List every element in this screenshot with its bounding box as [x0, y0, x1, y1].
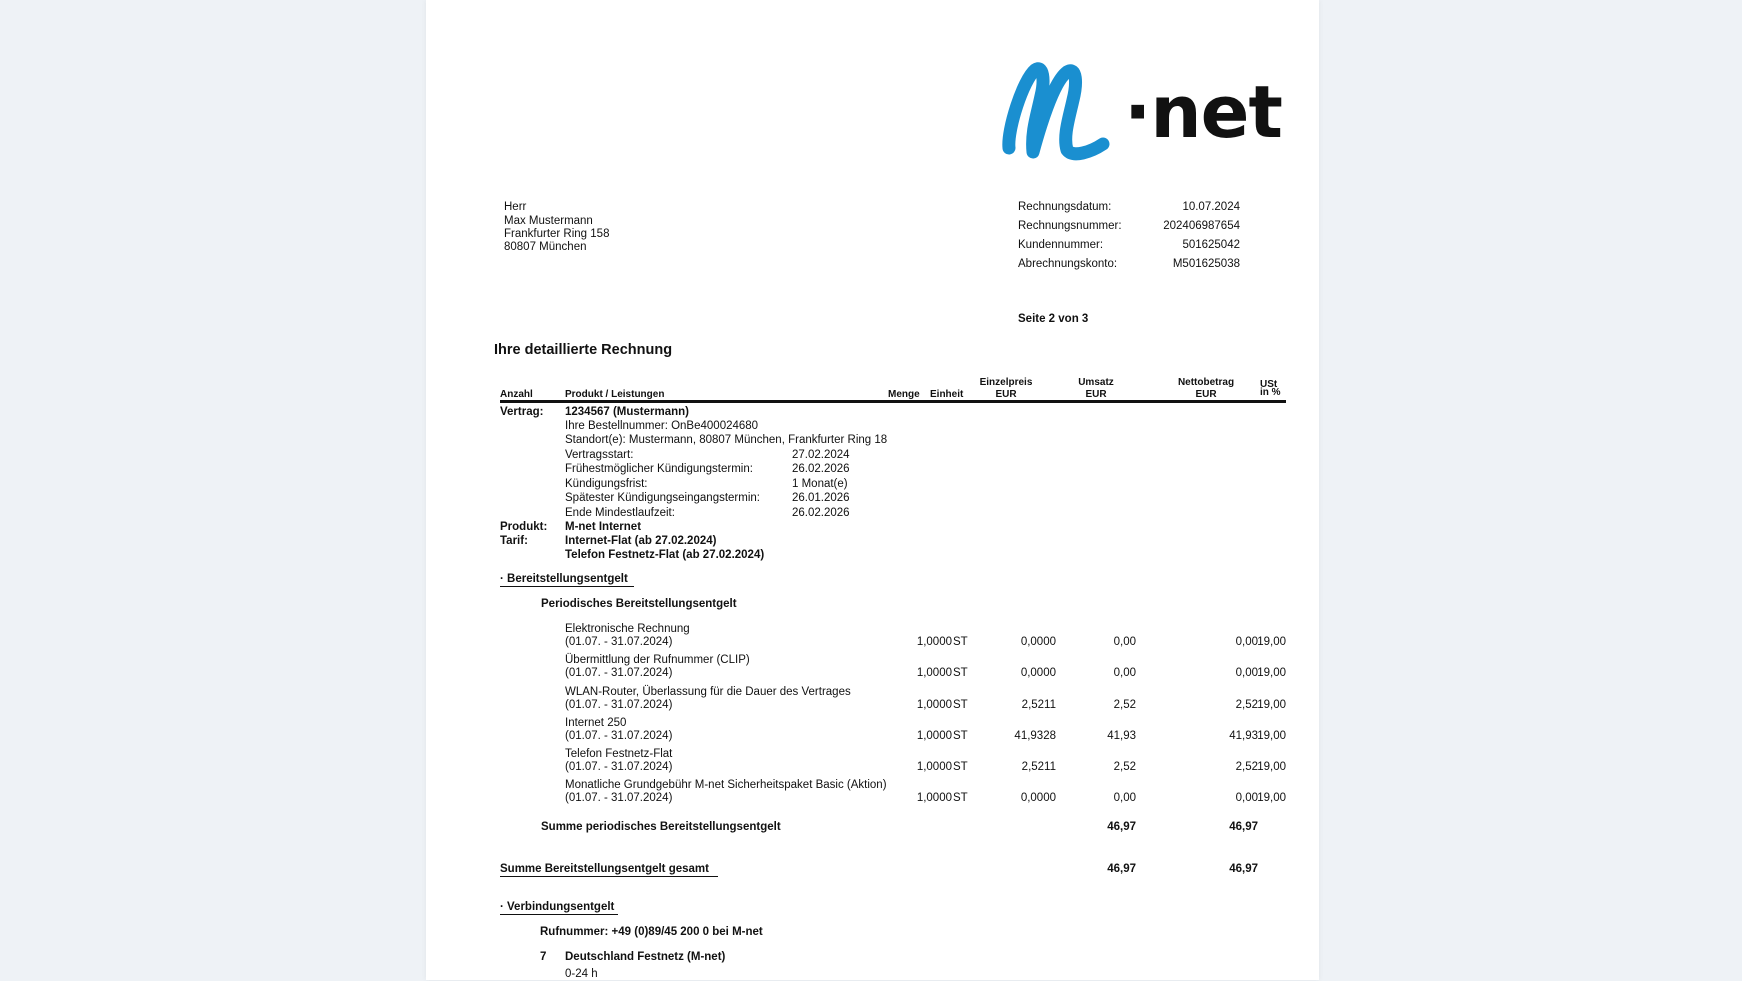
item-umsatz: 0,00: [1113, 636, 1136, 648]
item-einheit: ST: [953, 699, 968, 711]
contract-detail-value: 26.01.2026: [792, 492, 850, 504]
item-name: Elektronische Rechnung: [565, 623, 690, 635]
meta-label-customer-number: Kundennummer:: [1018, 239, 1104, 251]
col-header-netto-unit: EUR: [1195, 389, 1217, 400]
item-period: (01.07. - 31.07.2024): [565, 761, 673, 773]
item-netto: 0,00: [1235, 667, 1258, 679]
contract-detail-value: 26.02.2026: [792, 507, 850, 519]
item-einheit: ST: [953, 730, 968, 742]
meta-label-date: Rechnungsdatum:: [1018, 201, 1112, 213]
item-name: Monatliche Grundgebühr M-net Sicherheitspaket Basic (Aktion): [565, 779, 887, 791]
meta-label-account: Abrechnungskonto:: [1018, 258, 1118, 270]
item-umsatz: 0,00: [1113, 792, 1136, 804]
item-netto: 2,52: [1235, 761, 1258, 773]
contract-label: Vertrag:: [500, 406, 544, 418]
contract-detail-value: 27.02.2024: [792, 449, 850, 461]
item-period: (01.07. - 31.07.2024): [565, 699, 673, 711]
contract-detail-label: Vertragsstart:: [565, 449, 634, 461]
item-einzelpreis: 41,9328: [1014, 730, 1056, 742]
item-menge: 1,0000: [916, 667, 952, 679]
item-menge: 1,0000: [916, 792, 952, 804]
item-einheit: ST: [953, 667, 968, 679]
invoice-page: [426, 0, 1319, 980]
item-einheit: ST: [953, 792, 968, 804]
col-header-umsatz-unit: EUR: [1085, 389, 1107, 400]
item-netto: 0,00: [1235, 636, 1258, 648]
contract-detail-value: 1 Monat(e): [792, 478, 848, 490]
section-underline: [500, 914, 618, 915]
item-umsatz: 2,52: [1113, 761, 1136, 773]
item-name: Telefon Festnetz-Flat: [565, 748, 673, 760]
contract-title: 1234567 (Mustermann): [565, 406, 689, 418]
col-header-einzelpreis-unit: EUR: [995, 389, 1017, 400]
page-indicator: Seite 2 von 3: [1018, 313, 1089, 325]
sum-total-underline: [500, 876, 718, 877]
section-title-bereitstellung: · Bereitstellungsentgelt: [500, 573, 628, 585]
item-einzelpreis: 2,5211: [1021, 761, 1056, 773]
col-header-umsatz: Umsatz: [1078, 377, 1114, 388]
item-netto: 41,93: [1229, 730, 1258, 742]
item-ust: 19,00: [1257, 636, 1286, 648]
logo-wordmark: ·net: [1124, 70, 1282, 154]
col-header-anzahl: Anzahl: [500, 389, 533, 400]
mnet-logo: [1001, 60, 1282, 165]
item-netto: 2,52: [1235, 699, 1258, 711]
item-einheit: ST: [953, 761, 968, 773]
recipient-city: 80807 München: [504, 241, 587, 253]
sum-total-umsatz: 46,97: [1107, 863, 1136, 875]
item-ust: 19,00: [1257, 699, 1286, 711]
contract-detail-label: Spätester Kündigungseingangstermin:: [565, 492, 760, 504]
item-period: (01.07. - 31.07.2024): [565, 730, 673, 742]
item-menge: 1,0000: [916, 636, 952, 648]
sum-total-label: Summe Bereitstellungsentgelt gesamt: [500, 863, 709, 875]
section-title-verbindung: · Verbindungsentgelt: [500, 901, 615, 913]
item-einzelpreis: 2,5211: [1021, 699, 1056, 711]
meta-value-date: 10.07.2024: [1182, 201, 1240, 213]
page-title: Ihre detaillierte Rechnung: [494, 342, 673, 358]
rufnummer-line: Rufnummer: +49 (0)89/45 200 0 bei M-net: [540, 926, 763, 938]
header-divider: [500, 400, 1286, 403]
col-header-einzelpreis: Einzelpreis: [979, 377, 1033, 388]
item-umsatz: 41,93: [1107, 730, 1136, 742]
sum-periodic-umsatz: 46,97: [1107, 821, 1136, 833]
contract-detail-label: Ende Mindestlaufzeit:: [565, 507, 675, 519]
item-ust: 19,00: [1257, 761, 1286, 773]
item-period: (01.07. - 31.07.2024): [565, 667, 673, 679]
tarif-label: Tarif:: [500, 535, 528, 547]
item-name: Internet 250: [565, 717, 627, 729]
sum-periodic-label: Summe periodisches Bereitstellungsentgelt: [541, 821, 781, 833]
item-menge: 1,0000: [916, 699, 952, 711]
sum-periodic-netto: 46,97: [1229, 821, 1258, 833]
col-header-ust: USt: [1260, 379, 1278, 390]
recipient-street: Frankfurter Ring 158: [504, 228, 610, 240]
sum-total-netto: 46,97: [1229, 863, 1258, 875]
col-header-netto: Nettobetrag: [1177, 377, 1235, 388]
section-underline: [500, 586, 634, 587]
contract-location: Standort(e): Mustermann, 80807 München, Frankfurter Ring 18: [565, 434, 888, 446]
meta-value-invoice-number: 202406987654: [1163, 220, 1240, 232]
item-einzelpreis: 0,0000: [1020, 792, 1056, 804]
item-ust: 19,00: [1257, 730, 1286, 742]
recipient-salutation: Herr: [504, 201, 527, 213]
item-ust: 19,00: [1257, 667, 1286, 679]
col-header-produkt: Produkt / Leistungen: [565, 389, 665, 400]
section-subtitle-periodic: Periodisches Bereitstellungsentgelt: [541, 598, 737, 610]
item-einzelpreis: 0,0000: [1020, 636, 1056, 648]
item-name: Übermittlung der Rufnummer (CLIP): [565, 654, 750, 666]
contract-order-number: Ihre Bestellnummer: OnBe400024680: [565, 420, 759, 432]
item-period: (01.07. - 31.07.2024): [565, 792, 673, 804]
col-header-einheit: Einheit: [930, 389, 964, 400]
tarif-internet: Internet-Flat (ab 27.02.2024): [565, 535, 717, 547]
item-ust: 19,00: [1257, 792, 1286, 804]
item-einzelpreis: 0,0000: [1020, 667, 1056, 679]
connection-time: 0-24 h: [565, 968, 598, 980]
mnet-m-mark-icon: [1001, 60, 1131, 165]
col-header-menge: Menge: [888, 389, 920, 400]
item-menge: 1,0000: [916, 761, 952, 773]
meta-value-customer-number: 501625042: [1182, 239, 1240, 251]
product-name: M-net Internet: [565, 521, 642, 533]
item-name: WLAN-Router, Überlassung für die Dauer des Vertrages: [565, 686, 851, 698]
recipient-name: Max Mustermann: [504, 215, 593, 227]
connection-type: Deutschland Festnetz (M-net): [565, 951, 726, 963]
item-umsatz: 0,00: [1113, 667, 1136, 679]
product-label: Produkt:: [500, 521, 548, 533]
contract-detail-value: 26.02.2026: [792, 463, 850, 475]
meta-value-account: M501625038: [1172, 258, 1240, 270]
col-header-ust-unit: in %: [1260, 387, 1281, 398]
contract-detail-label: Kündigungsfrist:: [565, 478, 648, 490]
item-umsatz: 2,52: [1113, 699, 1136, 711]
connection-count: 7: [540, 951, 547, 963]
item-period: (01.07. - 31.07.2024): [565, 636, 673, 648]
contract-detail-label: Frühestmöglicher Kündigungstermin:: [565, 463, 753, 475]
item-netto: 0,00: [1235, 792, 1258, 804]
meta-label-invoice-number: Rechnungsnummer:: [1018, 220, 1122, 232]
item-menge: 1,0000: [916, 730, 952, 742]
item-einheit: ST: [953, 636, 968, 648]
tarif-telefon: Telefon Festnetz-Flat (ab 27.02.2024): [565, 549, 765, 561]
